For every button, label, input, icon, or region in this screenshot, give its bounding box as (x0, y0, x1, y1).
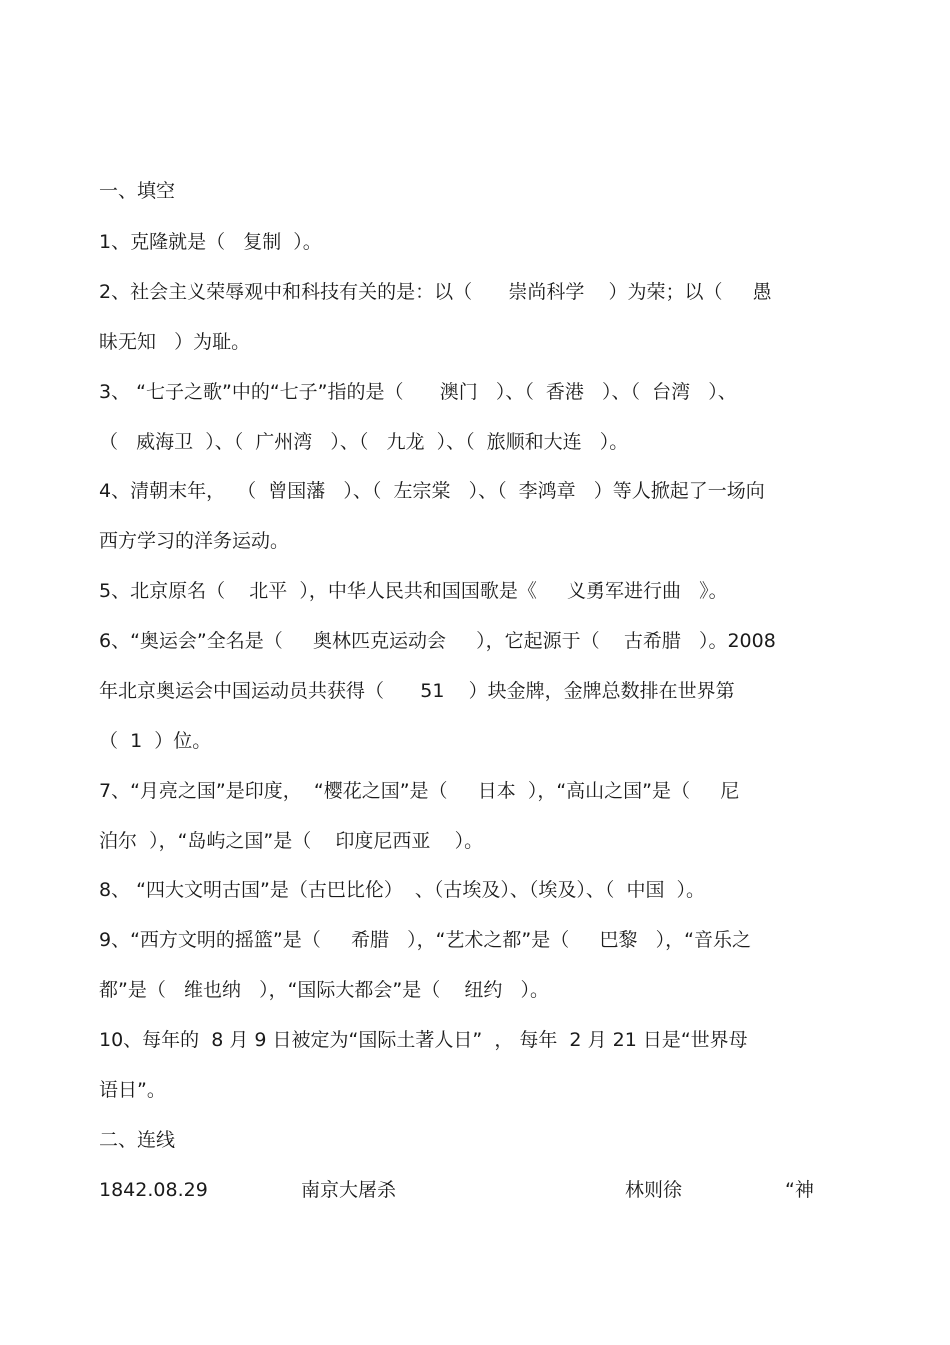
matching-date: 1842.08.29 (99, 1179, 208, 1201)
section-2-heading: 二、连线 (99, 1129, 176, 1151)
fill-in-line: 8、 “四大文明古国”是（古巴比伦） 、（古埃及）、（埃及）、（ 中国 ）。 (99, 879, 706, 901)
fill-in-line: （ 威海卫 ）、（ 广州湾 ）、（ 九龙 ）、（ 旅顺和大连 ）。 (99, 431, 629, 453)
matching-quote: “神 (785, 1179, 814, 1201)
matching-row (99, 1176, 839, 1204)
fill-in-line: 昧无知 ）为耻。 (99, 331, 251, 353)
fill-in-line: 10、每年的 8 月 9 日被定为“国际土著人日” ， 每年 2 月 21 日是“世界母 (99, 1029, 748, 1051)
fill-in-line: 泊尔 ），“岛屿之国”是（ 印度尼西亚 ）。 (99, 830, 484, 852)
matching-person: 林则徐 (625, 1179, 683, 1201)
fill-in-line: 都”是（ 维也纳 ），“国际大都会”是（ 纽约 ）。 (99, 979, 550, 1001)
fill-in-line: 6、“奥运会”全名是（ 奥林匹克运动会 ），它起源于（ 古希腊 ）。2008 (99, 630, 776, 652)
fill-in-line: 年北京奥运会中国运动员共获得（ 51 ）块金牌，金牌总数排在世界第 (99, 680, 735, 702)
fill-in-line: 2、社会主义荣辱观中和科技有关的是：以（ 崇尚科学 ）为荣；以（ 愚 (99, 281, 772, 303)
fill-in-line: 7、“月亮之国”是印度， “樱花之国”是（ 日本 ），“高山之国”是（ 尼 (99, 780, 740, 802)
fill-in-line: 3、 “七子之歌”中的“七子”指的是（ 澳门 ）、（ 香港 ）、（ 台湾 ）、 (99, 381, 737, 403)
fill-in-line: 1、克隆就是（ 复制 ）。 (99, 231, 322, 253)
section-1-heading: 一、填空 (99, 180, 176, 202)
fill-in-line: 9、“西方文明的摇篮”是（ 希腊 ），“艺术之都”是（ 巴黎 ），“音乐之 (99, 929, 751, 951)
fill-in-line: 西方学习的洋务运动。 (99, 530, 290, 552)
matching-event: 南京大屠杀 (301, 1179, 397, 1201)
fill-in-line: （ 1 ）位。 (99, 730, 212, 752)
fill-in-line: 4、清朝末年， （ 曾国藩 ）、（ 左宗棠 ）、（ 李鸿章 ）等人掀起了一场向 (99, 480, 765, 502)
fill-in-line: 语日”。 (99, 1079, 166, 1101)
fill-in-line: 5、北京原名（ 北平 ），中华人民共和国国歌是《 义勇军进行曲 》。 (99, 580, 728, 602)
